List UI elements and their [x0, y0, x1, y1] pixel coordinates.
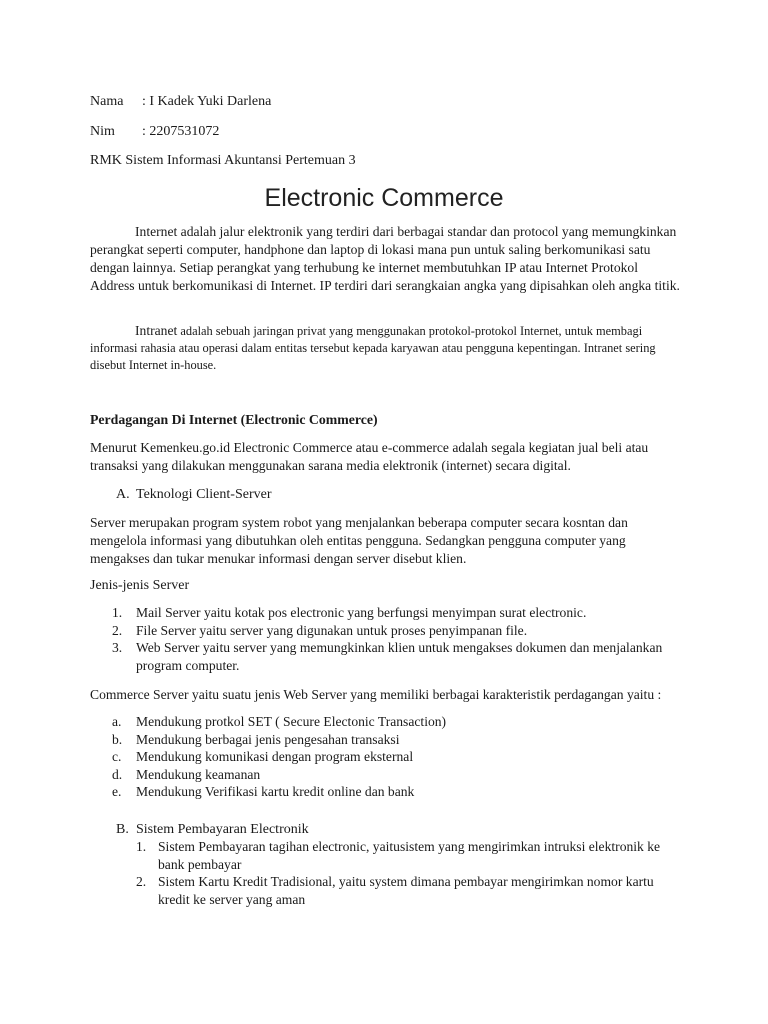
list-text: Mendukung Verifikasi kartu kredit online dan bank — [136, 784, 415, 799]
subsection-b-label: Sistem Pembayaran Electronik — [136, 822, 309, 837]
list-marker: b. — [112, 731, 123, 747]
intranet-lead: Intranet — [135, 323, 178, 338]
nim-value: : 2207531072 — [142, 124, 220, 139]
list-item — [136, 838, 676, 873]
list-item — [112, 604, 676, 622]
list-text: Web Server yaitu server yang memungkinkan klien untuk mengakses dokumen dan menjalankan program computer. — [136, 640, 663, 673]
internet-paragraph: Internet adalah jalur elektronik yang terdiri dari berbagai standar dan protocol yang memungkinkan perangkat seperti computer, handphone dan laptop di lokasi mana pun untuk saling berkomunikasi satu dengan lainnya. Setiap perangkat yang terhubung ke internet membutuhkan IP atau Internet Protokol Address untuk berkomunikasi di Internet. IP terdiri dari serangkaian angka yang dipisahkan oleh angka titik. — [90, 224, 680, 293]
nama-label: Nama — [90, 94, 124, 109]
subsection-a-label: Teknologi Client-Server — [136, 487, 272, 502]
list-marker: a. — [112, 714, 122, 729]
page-title: Electronic Commerce — [264, 184, 504, 212]
list-marker: 1. — [136, 839, 147, 854]
list-marker: 2. — [112, 622, 123, 638]
list-item — [112, 731, 676, 749]
list-item — [112, 639, 676, 674]
list-marker: 2. — [136, 874, 147, 889]
nim-line — [90, 123, 219, 141]
subsection-a — [116, 486, 272, 504]
list-marker: 1. — [112, 605, 123, 620]
server-types-heading: Jenis-jenis Server — [90, 578, 190, 593]
list-marker: c. — [112, 749, 122, 764]
list-text: Sistem Pembayaran tagihan electronic, yaitusistem yang mengirimkan intruksi elektronik ke bank pembayar — [158, 839, 661, 872]
intranet-paragraph — [90, 322, 680, 374]
intranet-rest: adalah sebuah jaringan privat yang menggunakan protokol-protokol Internet, untuk membagi informasi rahasia atau operasi dalam entitas tersebut kepada karyawan atau pengguna kepentingan. Intranet sering disebut Internet in-house. — [90, 324, 656, 372]
commerce-features-list — [112, 713, 676, 801]
nama-value: : I Kadek Yuki Darlena — [142, 94, 272, 109]
list-text: File Server yaitu server yang digunakan untuk proses penyimpanan file. — [136, 622, 528, 638]
subsection-b-marker: B. — [116, 822, 129, 837]
list-text: Mendukung komunikasi dengan program eksternal — [136, 749, 414, 764]
nama-line — [90, 93, 271, 111]
list-text: Mendukung protkol SET ( Secure Electonic Transaction) — [136, 714, 447, 729]
ecommerce-definition: Menurut Kemenkeu.go.id Electronic Commerce atau e-commerce adalah segala kegiatan jual beli atau transaksi yang dilakukan menggunakan sarana media elektronik (internet) secara digital. — [90, 440, 649, 473]
payment-systems-list — [136, 838, 676, 908]
server-definition: Server merupakan program system robot yang menjalankan beberapa computer secara kosntan dan mengelola informasi yang dibutuhkan oleh entitas pengguna. Sedangkan pengguna computer yang mengakses dan tukar menukar informasi dengan server disebut klien. — [90, 515, 628, 566]
list-item — [112, 783, 676, 801]
nim-label: Nim — [90, 124, 115, 139]
course-line: RMK Sistem Informasi Akuntansi Pertemuan 3 — [90, 153, 356, 168]
subsection-a-marker: A. — [116, 487, 130, 502]
list-text: Mendukung keamanan — [136, 766, 261, 782]
list-text: Mendukung berbagai jenis pengesahan transaksi — [136, 731, 400, 747]
list-item — [112, 713, 676, 731]
list-item — [136, 873, 676, 908]
list-marker: d. — [112, 766, 123, 782]
commerce-server-paragraph: Commerce Server yaitu suatu jenis Web Server yang memiliki berbagai karakteristik perdagangan yaitu : — [90, 687, 662, 702]
list-text: Mail Server yaitu kotak pos electronic yang berfungsi menyimpan surat electronic. — [136, 605, 587, 620]
list-item — [112, 622, 676, 640]
list-marker: 3. — [112, 640, 123, 655]
list-item — [112, 766, 676, 784]
server-types-list — [112, 604, 676, 674]
section-heading: Perdagangan Di Internet (Electronic Commerce) — [90, 412, 378, 427]
list-text: Sistem Kartu Kredit Tradisional, yaitu system dimana pembayar mengirimkan nomor kartu kredit ke server yang aman — [158, 874, 654, 907]
list-marker: e. — [112, 784, 122, 799]
list-item — [112, 748, 676, 766]
subsection-b — [116, 821, 309, 839]
